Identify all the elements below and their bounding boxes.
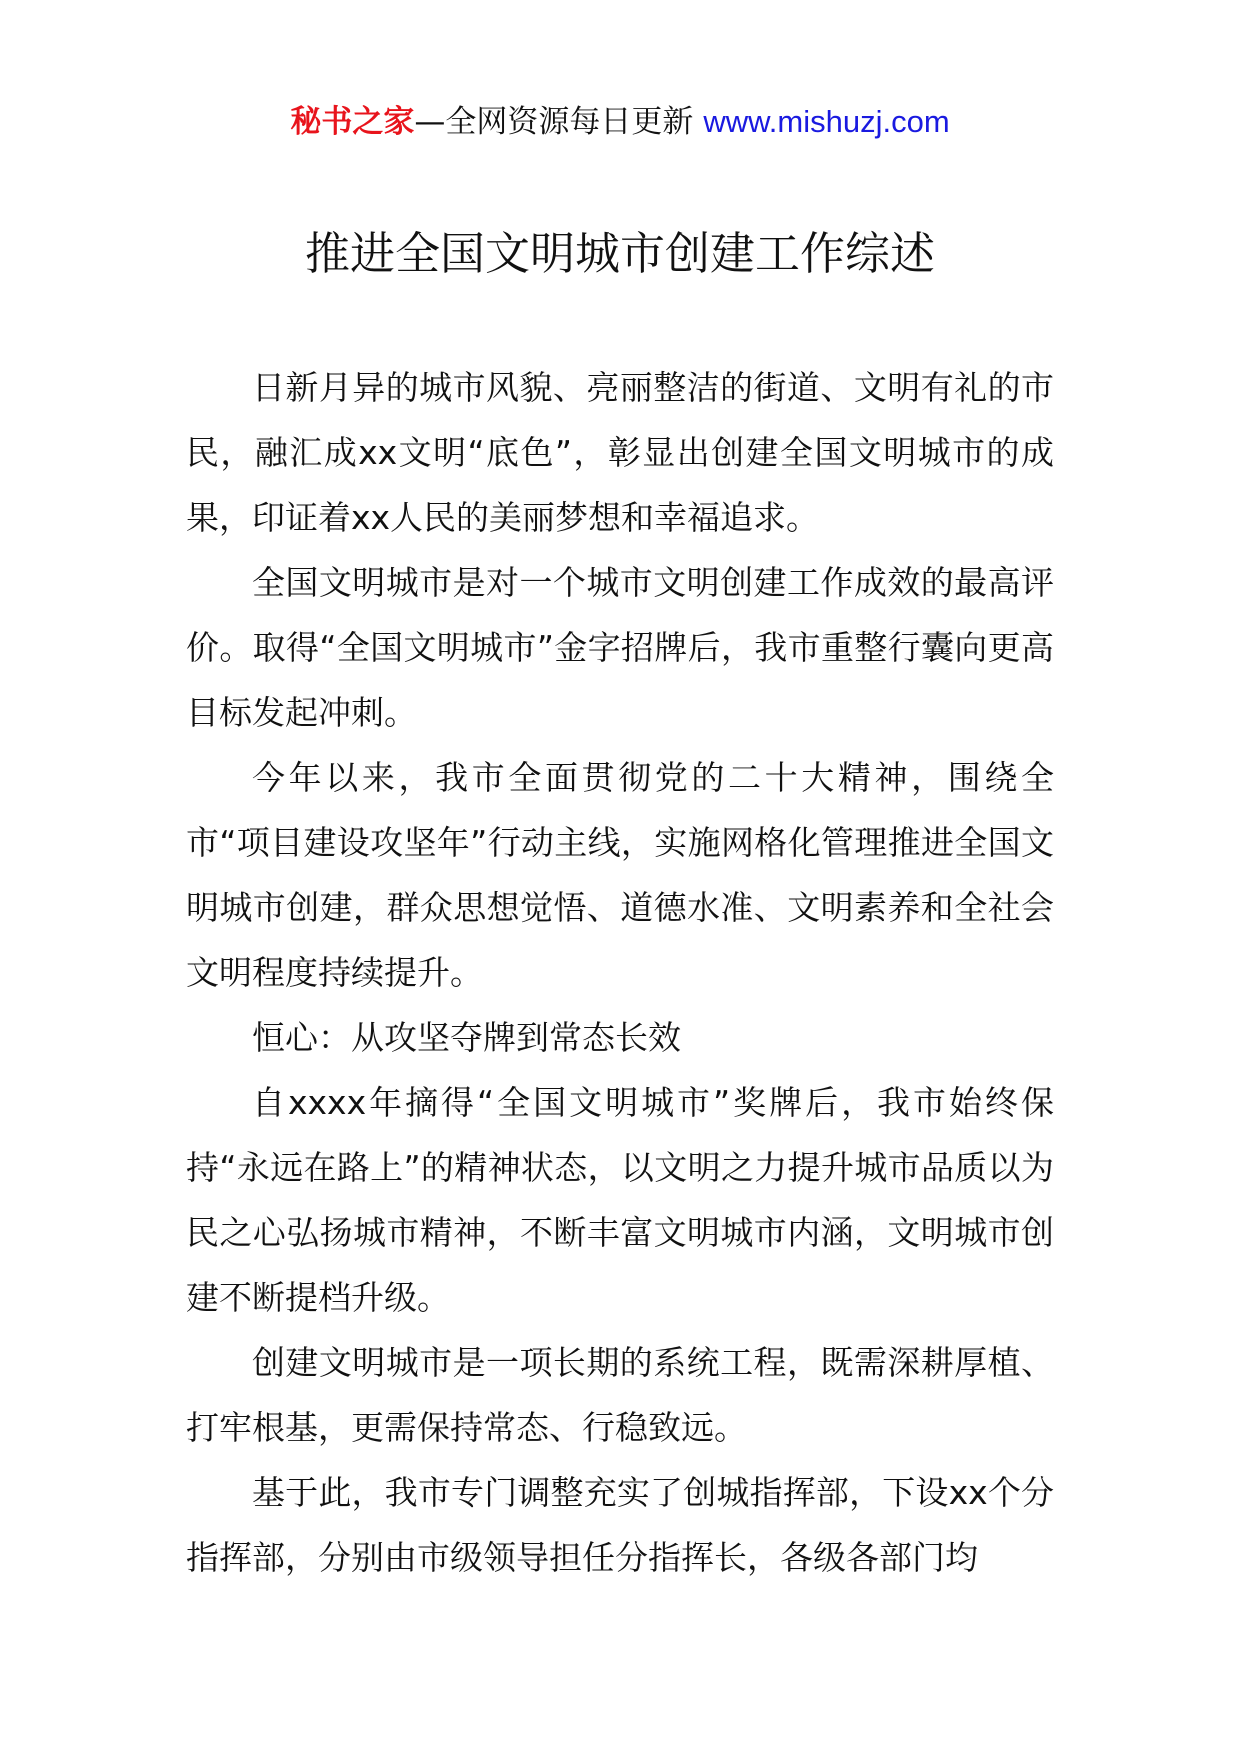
paragraph: 自xxxx年摘得“全国文明城市”奖牌后，我市始终保持“永远在路上”的精神状态，以文明之力提升城市品质以为民之心弘扬城市精神，不断丰富文明城市内涵，文明城市创建不断提档升级。 [186,1083,1054,1317]
site-url-link[interactable]: www.mishuzj.com [703,104,950,139]
site-brand: 秘书之家 [290,104,415,140]
site-header [0,100,1240,144]
document-body [186,355,1054,1590]
paragraph: 基于此，我市专门调整充实了创城指挥部，下设xx个分指挥部，分别由市级领导担任分指挥长，各级各部门均 [186,1473,1054,1577]
paragraph: 日新月异的城市风貌、亮丽整洁的街道、文明有礼的市民，融汇成xx文明“底色”，彰显出创建全国文明城市的成果，印证着xx人民的美丽梦想和幸福追求。 [186,368,1054,537]
document-title: 推进全国文明城市创建工作综述 [304,227,935,280]
paragraph: 今年以来，我市全面贯彻党的二十大精神，围绕全市“项目建设攻坚年”行动主线，实施网格化管理推进全国文明城市创建，群众思想觉悟、道德水准、文明素养和全社会文明程度持续提升。 [186,758,1054,992]
paragraph: 全国文明城市是对一个城市文明创建工作成效的最高评价。取得“全国文明城市”金字招牌后，我市重整行囊向更高目标发起冲刺。 [186,563,1054,732]
section-heading: 恒心：从攻坚夺牌到常态长效 [252,1018,681,1057]
paragraph: 创建文明城市是一项长期的系统工程，既需深耕厚植、打牢根基，更需保持常态、行稳致远。 [186,1343,1054,1447]
site-tagline: —全网资源每日更新 [414,104,694,140]
